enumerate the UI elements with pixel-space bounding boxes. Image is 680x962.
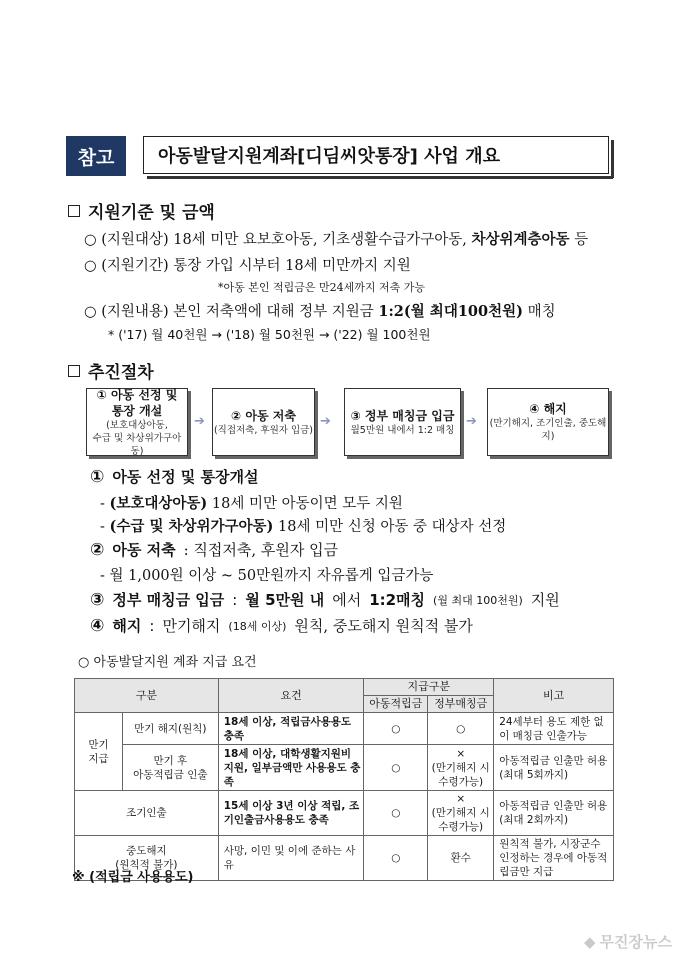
- flow-sub: 수급 및 차상위가구아동): [92, 432, 182, 457]
- amount-history-note: * ('17) 월 40천원 → ('18) 월 50천원 → ('22) 월 100천원: [108, 327, 431, 342]
- cell-note: 아동적립금 인출만 허용(최대 2회까지): [494, 791, 614, 836]
- page-title: [143, 136, 609, 174]
- flow-sub: 월5만원 내에서 1:2 매칭: [350, 424, 455, 436]
- section2-heading: [68, 358, 154, 383]
- item-text-bold: 차상위계층아동: [471, 231, 570, 248]
- step-title: 아동 선정 및 통장개설: [112, 468, 259, 486]
- item-label: (지원대상): [101, 232, 169, 248]
- cell-child: ○: [364, 713, 428, 745]
- cell-child: ○: [364, 791, 428, 836]
- cell-gov: × (만기해지 시 수령가능): [428, 745, 494, 791]
- cell-sub: 만기 후 아동적립금 인출: [122, 745, 218, 791]
- header-child-savings: 아동적립금: [364, 696, 428, 713]
- dash: -: [100, 496, 105, 512]
- step-1: [90, 466, 258, 487]
- checkbox-square-icon: [68, 205, 80, 217]
- step-text: 지원: [530, 591, 560, 609]
- item-label: (지원내용): [101, 304, 169, 320]
- table-row: [75, 713, 614, 745]
- item-label: (지원기간): [101, 258, 169, 274]
- payment-requirements-table: [74, 678, 614, 881]
- section1-heading-text: 지원기준 및 금액: [88, 203, 215, 223]
- cell-group: 만기 지급: [75, 713, 123, 791]
- table-row: [75, 745, 614, 791]
- header-gov-matching: 정부매칭금: [428, 696, 494, 713]
- flow-box-4: [487, 388, 609, 456]
- flow-title: ③ 정부 매칭금 입금: [350, 408, 455, 423]
- section1-heading: [68, 198, 215, 223]
- step-text: 에서: [332, 591, 362, 609]
- flow-title: ② 아동 저축: [231, 408, 296, 423]
- step-3: [90, 589, 560, 610]
- footer-note: ※ (적립금 사용용도): [72, 870, 194, 885]
- cell-gov: ○: [428, 713, 494, 745]
- cell-sub: 중도해지 (원칙적 불가): [75, 836, 219, 881]
- arrow-right-icon: ➔: [194, 414, 205, 429]
- cell-gov: 환수: [428, 836, 494, 881]
- cell-note: 원칙적 불가, 시장군수 인정하는 경우에 아동적립금만 지급: [494, 836, 614, 881]
- step-1-detail-b: [100, 515, 506, 536]
- detail-text: 18세 미만 아동이면 모두 지원: [211, 496, 403, 512]
- dash: -: [100, 519, 105, 535]
- checkbox-square-icon: [68, 365, 80, 377]
- flow-title: 통장 개설: [111, 403, 163, 418]
- colon: :: [149, 616, 155, 635]
- colon: :: [232, 590, 238, 609]
- item-text: 통장 가입 시부터 18세 미만까지 지원: [173, 258, 411, 274]
- cell-gov: × (만기해지 시 수령가능): [428, 791, 494, 836]
- flow-sub: (보호대상아동,: [106, 419, 168, 431]
- item-text-bold: 1:2(월 최대100천원): [378, 303, 523, 320]
- flow-box-3: [344, 388, 461, 456]
- title-tag: 참고: [66, 136, 126, 176]
- step-bold: 월 5만원 내: [245, 591, 325, 609]
- step-text: : 직접저축, 후원자 입금: [183, 541, 339, 559]
- savings-note: *아동 본인 적립금은 만24세까지 저축 가능: [218, 281, 425, 294]
- flow-title: ① 아동 선정 및: [96, 387, 178, 402]
- step-2-detail: [100, 564, 433, 585]
- section2-heading-text: 추진절차: [88, 363, 154, 383]
- step-number: ②: [90, 539, 105, 560]
- header-yogeon: 요건: [218, 679, 364, 713]
- detail-text: 월 1,000원 이상 ~ 50만원까지 자유롭게 입금가능: [109, 568, 434, 584]
- watermark: [584, 931, 672, 952]
- detail-bold: (수급 및 차상위가구아동): [109, 518, 274, 535]
- cell-child: ○: [364, 745, 428, 791]
- header-jigeup: 지급구분: [364, 679, 494, 696]
- step-number: ④: [90, 615, 105, 636]
- support-content-line: [84, 300, 556, 321]
- cell-child: ○: [364, 836, 428, 881]
- step-title: 정부 매칭금 입금: [112, 591, 225, 609]
- bullet: ○: [84, 232, 97, 248]
- watermark-logo-icon: ◆: [584, 932, 596, 951]
- watermark-text: 무진장뉴스: [599, 933, 672, 951]
- bullet: ○: [84, 258, 97, 274]
- step-2: [90, 539, 338, 560]
- cell-req: 15세 이상 3년 이상 적립, 조기인출금사용용도 충족: [218, 791, 364, 836]
- flow-sub: (만기해지, 조기인출, 중도해지): [489, 418, 607, 442]
- step-title: 아동 저축: [112, 541, 176, 559]
- header-gubun: 구분: [75, 679, 219, 713]
- support-target-line: [84, 228, 588, 249]
- bullet: ○: [84, 304, 97, 320]
- flow-sub: (직접저축, 후원자 입금): [213, 424, 314, 436]
- cell-req: 18세 이상, 적립금사용용도 충족: [218, 713, 364, 745]
- step-small: (월 최대 100천원): [433, 593, 523, 607]
- arrow-right-icon: ➔: [466, 414, 477, 429]
- step-small: (18세 이상): [228, 619, 287, 633]
- flow-box-2: [212, 388, 315, 456]
- cell-req: 사망, 이민 및 이에 준하는 사유: [218, 836, 364, 881]
- step-4: [90, 615, 473, 636]
- step-1-detail-a: [100, 492, 403, 513]
- step-number: ③: [90, 589, 105, 610]
- title-shadow-side: [611, 140, 614, 178]
- cell-sub: 조기인출: [75, 791, 219, 836]
- table-row: [75, 791, 614, 836]
- item-text-tail: 매칭: [527, 304, 556, 320]
- support-period-line: [84, 254, 411, 275]
- cell-note: 아동적립금 인출만 허용(최대 5회까지): [494, 745, 614, 791]
- dash: -: [100, 568, 105, 584]
- detail-text: 18세 미만 신청 아동 중 대상자 선정: [278, 519, 507, 535]
- step-text: 원칙, 중도해지 원칙적 불가: [294, 617, 473, 635]
- item-text-tail: 등: [574, 232, 589, 248]
- flow-box-1: [86, 388, 188, 456]
- table-intro: ○ 아동발달지원 계좌 지급 요건: [78, 655, 257, 670]
- arrow-right-icon: ➔: [320, 414, 331, 429]
- cell-note: 24세부터 용도 제한 없이 매칭금 인출가능: [494, 713, 614, 745]
- cell-req: 18세 이상, 대학생활지원비 지원, 일부금액만 사용용도 충족: [218, 745, 364, 791]
- step-text: 만기해지: [162, 617, 221, 635]
- page-title-text: 아동발달지원계좌[디딤씨앗통장] 사업 개요: [158, 146, 500, 167]
- cell-sub: 만기 해지(원칙): [122, 713, 218, 745]
- step-title: 해지: [112, 617, 142, 635]
- header-bigo: 비고: [494, 679, 614, 713]
- flow-title: ④ 해지: [529, 402, 567, 416]
- item-text: 본인 저축액에 대해 정부 지원금: [173, 304, 374, 320]
- step-number: ①: [90, 466, 105, 487]
- step-bold: 1:2매칭: [369, 591, 426, 609]
- detail-bold: (보호대상아동): [109, 495, 208, 512]
- title-shadow: [147, 176, 613, 179]
- item-text: 18세 미만 요보호아동, 기초생활수급가구아동,: [173, 232, 467, 248]
